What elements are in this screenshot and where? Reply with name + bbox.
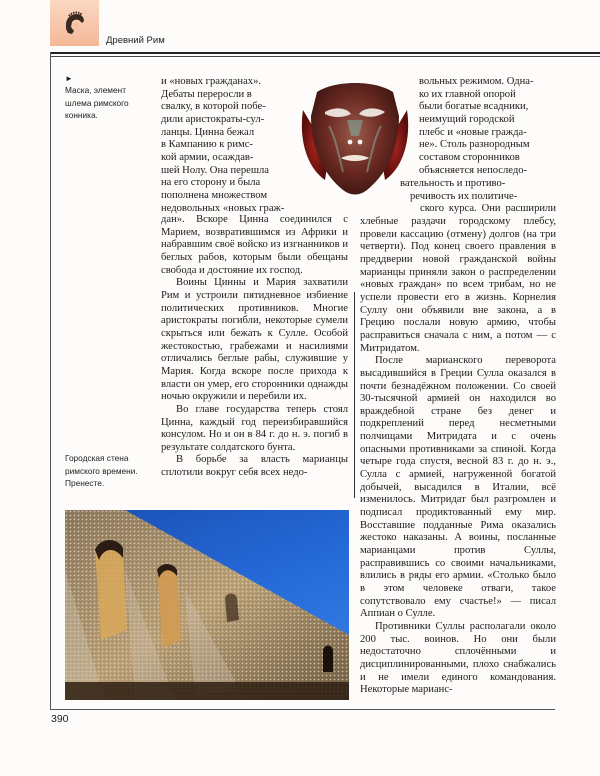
text-line: в Кампанию к римс- xyxy=(161,139,253,151)
frame-bottom-rule xyxy=(50,709,355,710)
text-line: и «новых гражданах». xyxy=(161,76,262,87)
text-line: недовольных «новых граж- xyxy=(161,202,285,214)
page-number: 390 xyxy=(51,713,69,725)
text-line: неимущий городской xyxy=(419,113,515,125)
wall-illustration xyxy=(65,510,349,700)
paragraph: дан». Вскоре Цинна соединился с Марием, возвратившимся из Африки и набравшим своё войско из изгнанников и беглых рабов, которым были обещаны свобода и достояние их господ. xyxy=(161,214,348,276)
paragraph: Противники Суллы располагали около 200 тыс. воинов. Но они были недостаточно сплочёнными и дисциплинированными, плохо снабжались и не имели единого командования. Некоторые марианс- xyxy=(360,620,556,696)
header-rule-thin xyxy=(50,56,600,57)
header-rule xyxy=(50,52,600,54)
frame-bottom-rule-right xyxy=(355,709,555,710)
text-line: речивость их политиче- xyxy=(410,190,518,202)
paragraph: После марианского переворота высадившийся в Греции Сулла оказался в почти безнадёжном положении. Со своей 30-тысячной армией он находился во враждебной стране без денег и подкреплений перед несметными полчищами Митридата и с очень опасными противниками за спиной. Когда четыре года спустя, весной 83 г. до н. э., Сулла с армией, нагруженной богатой добычей, высадился в Италии, всё изменилось. Митридат был разгромлен и подписал продиктованный ему мир. Восставшие подданные Рима оказались жестоко наказаны. А воины, посланные марианцами против Суллы, расправившись со своими начальниками, влились в ряды его армии. «Столько было в этом человеке отваги, такое сопутствовало ему счастье!» — писал Аппиан о Сулле. xyxy=(360,355,556,620)
mask-caption-text: Маска, элемент шлема римского конника. xyxy=(65,85,129,121)
text-line: Дебаты переросли в xyxy=(161,88,252,100)
caption-arrow-icon: ► xyxy=(65,74,73,83)
text-line: кой армии, осаждав- xyxy=(161,151,254,163)
text-line: свалку, в которой побе- xyxy=(161,101,266,113)
roman-helmet-icon xyxy=(61,11,87,37)
text-line: дили аристократы-сул- xyxy=(161,113,265,125)
text-line: составом сторонников xyxy=(419,151,520,163)
text-line: шей Нолу. Она перешла xyxy=(161,164,269,176)
text-line: вательность и противо- xyxy=(400,178,506,189)
column-a-wrapped xyxy=(161,76,306,215)
column-a-body xyxy=(161,214,348,480)
mask-caption xyxy=(65,74,145,122)
paragraph: ского курса. Они расширили хлебные раздачи городскому плебсу, провели кассацию (отмену) долгов (на три четверти). Под конец своего правления в преддверии новой гражданской войны марианцы приняли закон о распределении «новых граждан» по всем трибам, но не успели провести его в жизнь. Корнелия Суллу они объявили вне закона, а в Грецию послали новую армию, чтобы расправиться сначала с ним, а потом — с Митридатом. xyxy=(360,203,556,354)
section-title: Древний Рим xyxy=(106,35,165,46)
section-logo xyxy=(50,0,99,46)
wall-caption: Городская стена римского времени. Пренесте. xyxy=(65,453,138,489)
city-wall-photo xyxy=(65,510,349,700)
column-divider xyxy=(354,292,355,498)
column-b-body xyxy=(360,178,556,697)
frame-left-rule xyxy=(50,52,51,710)
paragraph: Воины Цинны и Мария захватили Рим и устроили пятидневное избиение политических противников. Многие аристократы погибли, некоторые сумели скрыться или бежать к Сулле. Особой жестокостью, грабежами и насилиями отличались беглые рабы, служившие у Мария. Когда вскоре после прихода к власти он умер, его сторонники однажды ночью окружили и перебили их. xyxy=(161,277,348,403)
text-line: ко их главной опорой xyxy=(419,88,516,100)
paragraph: В борьбе за власть марианцы сплотили вокруг себя всех недо- xyxy=(161,454,348,479)
text-line: на его сторону и была xyxy=(161,177,261,189)
text-line: объясняется непоследо- xyxy=(419,164,528,176)
text-line: были богатые всадники, xyxy=(419,101,529,113)
paragraph: Во главе государства теперь стоял Цинна, каждый год переизбиравшийся консулом. Но и он в 84 г. до н. э. погиб в результате солдатского бунта. xyxy=(161,403,348,453)
text-line: вольных режимом. Одна- xyxy=(419,76,534,87)
text-line: не». Столь разнородным xyxy=(419,139,530,151)
text-line: ланцы. Цинна бежал xyxy=(161,126,255,138)
column-b-wrapped xyxy=(419,76,556,177)
text-line: пополнена множеством xyxy=(161,189,268,201)
text-line: плебс и «новые гражда- xyxy=(419,126,527,138)
